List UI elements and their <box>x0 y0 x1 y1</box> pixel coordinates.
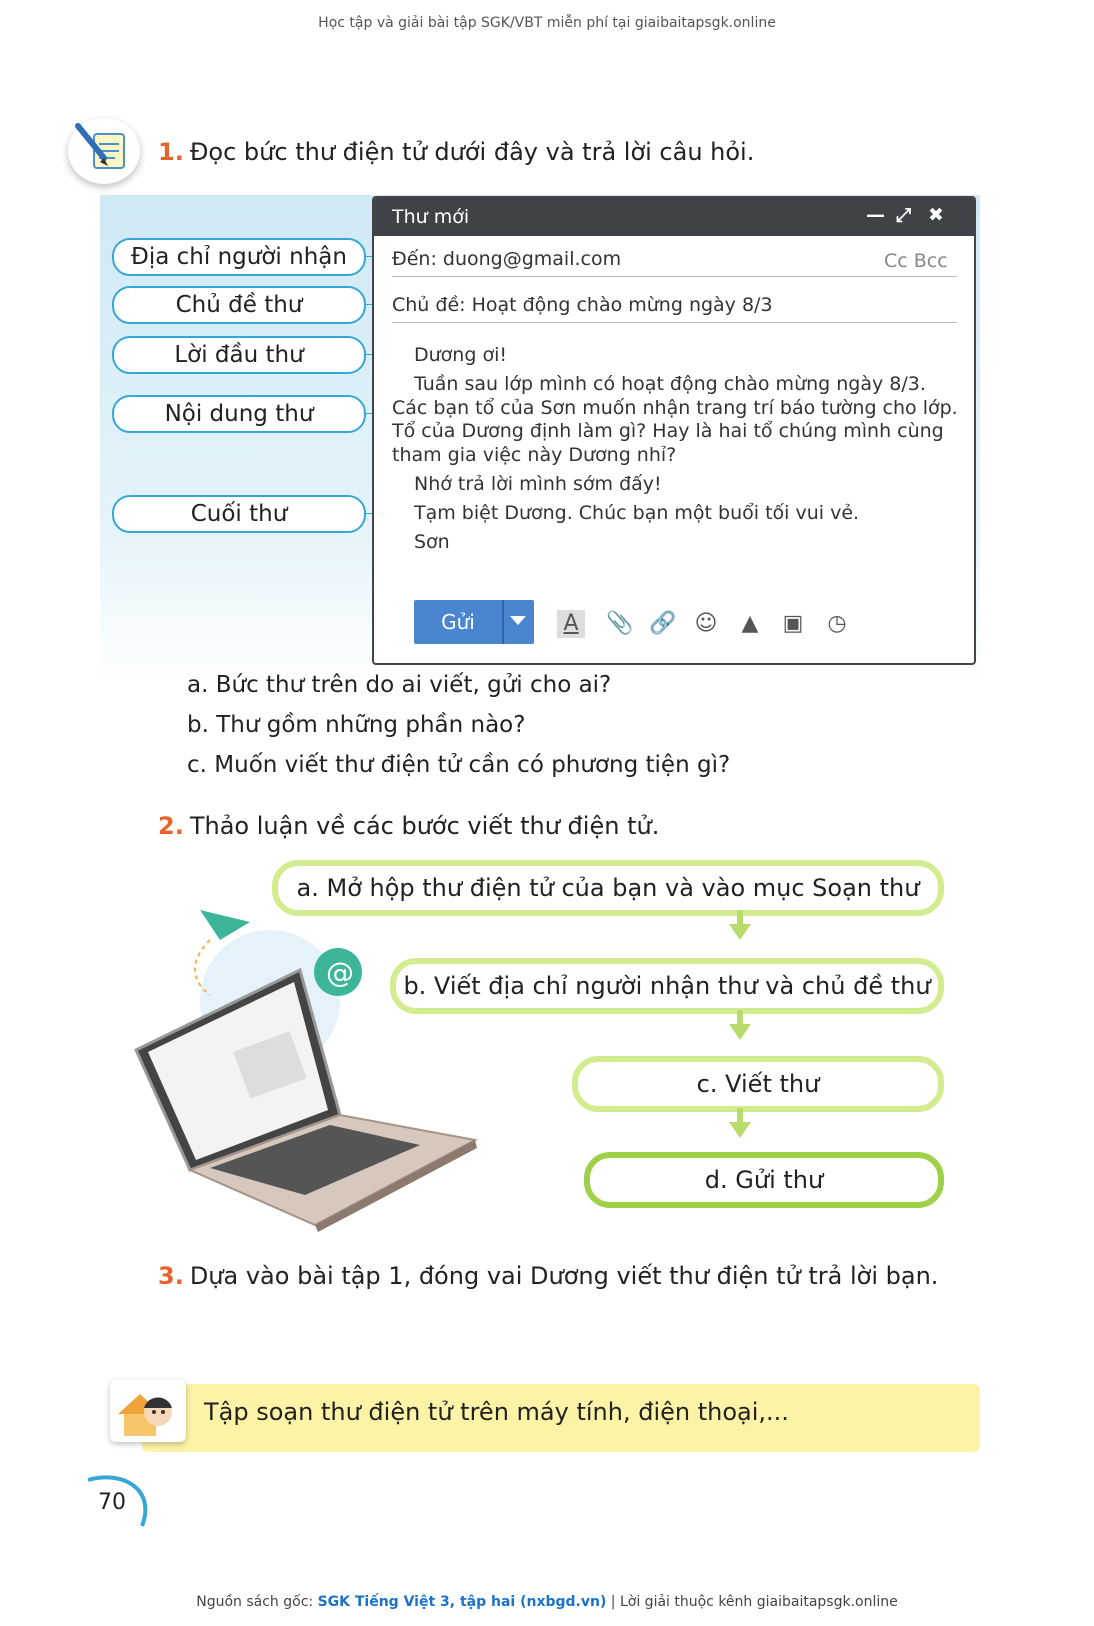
svg-text:@: @ <box>326 956 354 989</box>
email-subject-field[interactable]: Chủ đề: Hoạt động chào mừng ngày 8/3 <box>392 294 773 316</box>
footer-suffix: | Lời giải thuộc kênh giaibaitapsgk.online <box>606 1594 898 1610</box>
step-c: c. Viết thư <box>572 1056 944 1112</box>
text-format-icon[interactable]: A <box>557 610 585 638</box>
label-greeting: Lời đầu thư <box>112 336 366 374</box>
question-3-text: Dựa vào bài tập 1, đóng vai Dương viết thư điện tử trả lời bạn. <box>189 1262 939 1290</box>
footer-note <box>0 1594 1094 1610</box>
header-note: Học tập và giải bài tập SGK/VBT miễn phí tại giaibaitapsgk.online <box>318 15 776 31</box>
footer-prefix: Nguồn sách gốc: <box>196 1594 318 1610</box>
email-body-line: Tuần sau lớp mình có hoạt động chào mừng ngày 8/3. <box>414 373 926 395</box>
question-2-number: 2. <box>158 812 184 840</box>
footer-source-link[interactable]: SGK Tiếng Việt 3, tập hai (nxbgd.vn) <box>317 1594 607 1610</box>
label-closing: Cuối thư <box>112 495 366 533</box>
label-body: Nội dung thư <box>112 395 366 433</box>
send-options-dropdown-icon[interactable] <box>510 616 526 625</box>
schedule-icon[interactable]: ◷ <box>827 611 847 636</box>
sub-question-b: b. Thư gồm những phần nào? <box>187 712 526 738</box>
attach-icon[interactable]: 📎 <box>606 611 634 636</box>
image-icon[interactable]: ▣ <box>782 611 804 636</box>
close-icon[interactable]: ✖ <box>928 204 944 226</box>
link-icon[interactable]: 🔗 <box>649 611 677 636</box>
email-body-line: Tổ của Dương định làm gì? Hay là hai tổ chúng mình cùng <box>392 420 944 442</box>
house-child-icon <box>110 1380 186 1442</box>
minimize-icon[interactable]: — <box>866 204 885 226</box>
question-1-title <box>158 138 754 166</box>
question-3-title <box>158 1262 938 1290</box>
question-1-number: 1. <box>158 138 184 166</box>
sub-question-c: c. Muốn viết thư điện tử cần có phương tiện gì? <box>187 752 731 778</box>
email-title-bar <box>374 198 974 236</box>
send-button-label: Gửi <box>441 610 475 634</box>
step-arrow-icon <box>729 924 751 940</box>
cc-bcc-link[interactable]: Cc Bcc <box>884 250 948 272</box>
email-body-line: Nhớ trả lời mình sớm đấy! <box>414 473 662 495</box>
email-closing: Tạm biệt Dương. Chúc bạn một buổi tối vui vẻ. <box>414 502 860 524</box>
page-number: 70 <box>98 1490 126 1515</box>
notebook-pencil-icon <box>68 118 140 184</box>
laptop-illustration <box>130 900 510 1260</box>
step-arrow-stem <box>737 910 743 924</box>
send-button-separator <box>502 600 504 644</box>
question-1-text: Đọc bức thư điện tử dưới đây và trả lời câu hỏi. <box>189 138 755 166</box>
email-to-field[interactable]: Đến: duong@gmail.com <box>392 248 622 270</box>
email-body-line: tham gia việc này Dương nhỉ? <box>392 444 677 466</box>
home-activity-text: Tập soạn thư điện tử trên máy tính, điện thoại,... <box>204 1398 789 1426</box>
step-arrow-icon <box>729 1122 751 1138</box>
step-arrow-icon <box>729 1024 751 1040</box>
subject-field-divider <box>392 322 957 323</box>
question-2-text: Thảo luận về các bước viết thư điện tử. <box>189 812 660 840</box>
step-arrow-stem <box>737 1108 743 1122</box>
email-greeting: Dương ơi! <box>414 344 507 366</box>
step-b: b. Viết địa chỉ người nhận thư và chủ đề thư <box>390 958 944 1014</box>
email-signature: Sơn <box>414 531 450 553</box>
label-recipient-address: Địa chỉ người nhận <box>112 238 366 276</box>
step-a: a. Mở hộp thư điện tử của bạn và vào mục Soạn thư <box>272 860 944 916</box>
label-subject: Chủ đề thư <box>112 286 366 324</box>
question-3-number: 3. <box>158 1262 184 1290</box>
expand-icon[interactable]: ⤢ <box>896 204 912 226</box>
paper-plane-icon <box>200 910 250 940</box>
to-field-divider <box>392 276 957 277</box>
email-window-title: Thư mới <box>392 206 470 228</box>
send-button[interactable] <box>414 600 534 644</box>
step-arrow-stem <box>737 1010 743 1024</box>
email-compose-window <box>372 196 976 665</box>
drive-icon[interactable]: ▲ <box>741 611 759 636</box>
step-d: d. Gửi thư <box>584 1152 944 1208</box>
emoji-icon[interactable]: ☺ <box>694 611 718 636</box>
email-body-line: Các bạn tổ của Sơn muốn nhận trang trí báo tường cho lớp. <box>392 397 958 419</box>
question-2-title <box>158 812 659 840</box>
sub-question-a: a. Bức thư trên do ai viết, gửi cho ai? <box>187 672 612 698</box>
